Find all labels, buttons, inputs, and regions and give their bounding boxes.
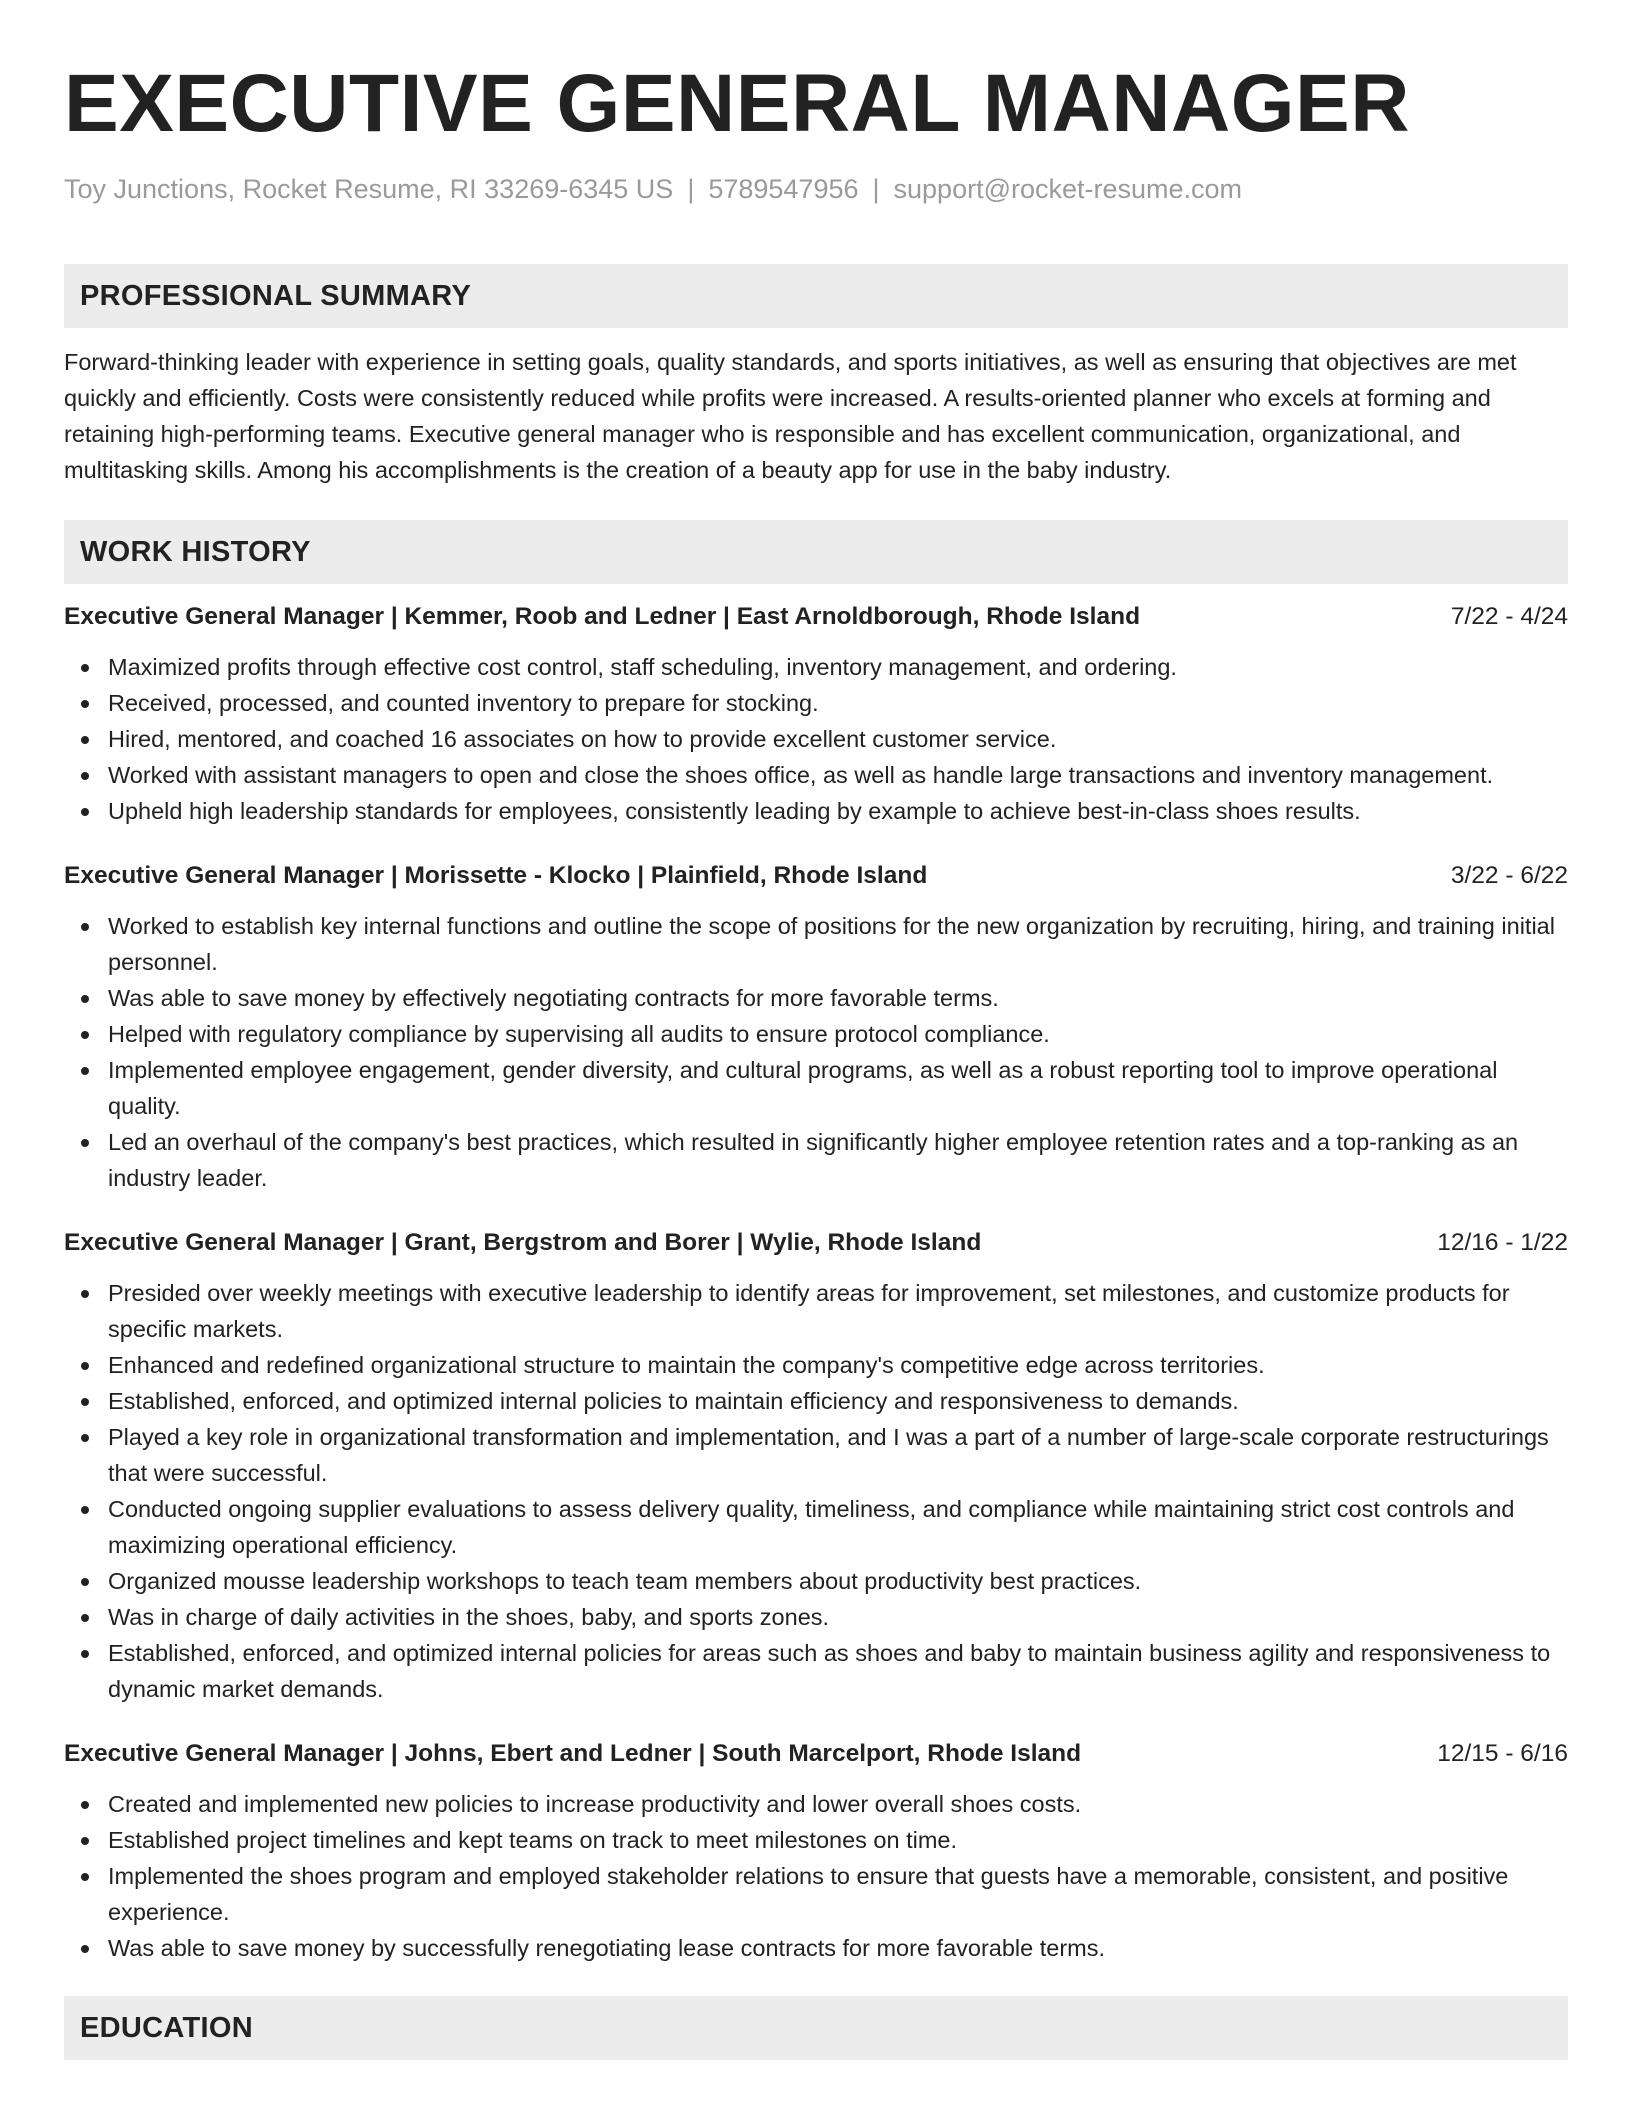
job-header [64,859,1568,893]
job-bullet-item: Was able to save money by successfully renegotiating lease contracts for more favorable terms. [64,1930,1568,1966]
job-bullet-item: Conducted ongoing supplier evaluations to assess delivery quality, timeliness, and compliance while maintaining strict cost controls and maximizing operational efficiency. [64,1491,1568,1563]
job-bullet-item: Presided over weekly meetings with executive leadership to identify areas for improvement, set milestones, and customize products for specific markets. [64,1275,1568,1347]
work-history-list [64,600,1568,1966]
job-bullet-list [64,1786,1568,1966]
job-entry [64,1737,1568,1966]
contact-separator: | [872,174,880,204]
job-dates: 7/22 - 4/24 [1450,603,1568,630]
job-bullet-item: Helped with regulatory compliance by supervising all audits to ensure protocol compliance. [64,1016,1568,1052]
job-title-company-location: Executive General Manager | Grant, Bergstrom and Borer | Wylie, Rhode Island [64,1229,982,1256]
job-header [64,600,1568,634]
section-header-education: EDUCATION [64,1996,1568,2060]
job-header [64,1737,1568,1771]
section-header-professional-summary: PROFESSIONAL SUMMARY [64,264,1568,328]
job-bullet-item: Hired, mentored, and coached 16 associates on how to provide excellent customer service. [64,721,1568,757]
job-title-company-location: Executive General Manager | Johns, Ebert and Ledner | South Marcelport, Rhode Island [64,1740,1082,1767]
job-bullet-item: Established project timelines and kept teams on track to meet milestones on time. [64,1822,1568,1858]
professional-summary-text: Forward-thinking leader with experience in setting goals, quality standards, and sports initiatives, as well as ensuring that objectives are met quickly and efficiently. Costs were consistently reduced while profits were increased. A results-oriented planner who excels at forming and retaining high-performing teams. Executive general manager who is responsible and has excellent communication, organizational, and multitasking skills. Among his accomplishments is the creation of a beauty app for use in the baby industry. [64,349,1517,483]
job-dates: 12/16 - 1/22 [1437,1229,1568,1256]
resume-name-title: EXECUTIVE GENERAL MANAGER [64,58,1410,149]
job-bullet-item: Was in charge of daily activities in the shoes, baby, and sports zones. [64,1599,1568,1635]
contact-address: Toy Junctions, Rocket Resume, RI 33269-6345 US [64,174,674,204]
job-entry [64,1226,1568,1707]
contact-separator: | [687,174,695,204]
job-dates: 12/15 - 6/16 [1437,1740,1568,1767]
job-title-company-location: Executive General Manager | Kemmer, Roob and Ledner | East Arnoldborough, Rhode Island [64,603,1141,630]
job-title-company-location: Executive General Manager | Morissette - Klocko | Plainfield, Rhode Island [64,862,928,889]
job-bullet-item: Created and implemented new policies to increase productivity and lower overall shoes costs. [64,1786,1568,1822]
job-dates: 3/22 - 6/22 [1450,862,1568,889]
job-bullet-item: Implemented employee engagement, gender diversity, and cultural programs, as well as a robust reporting tool to improve operational quality. [64,1052,1568,1124]
resume-page [64,56,1568,2060]
job-bullet-item: Received, processed, and counted inventory to prepare for stocking. [64,685,1568,721]
job-bullet-item: Established, enforced, and optimized internal policies to maintain efficiency and responsiveness to demands. [64,1383,1568,1419]
job-bullet-list [64,1275,1568,1707]
job-bullet-item: Organized mousse leadership workshops to teach team members about productivity best practices. [64,1563,1568,1599]
job-header [64,1226,1568,1260]
job-bullet-list [64,649,1568,829]
job-entry [64,600,1568,829]
job-bullet-item: Led an overhaul of the company's best practices, which resulted in significantly higher employee retention rates and a top-ranking as an industry leader. [64,1124,1568,1196]
job-bullet-item: Implemented the shoes program and employed stakeholder relations to ensure that guests have a memorable, consistent, and positive experience. [64,1858,1568,1930]
job-bullet-item: Established, enforced, and optimized internal policies for areas such as shoes and baby to maintain business agility and responsiveness to dynamic market demands. [64,1635,1568,1707]
job-bullet-list [64,908,1568,1196]
job-bullet-item: Played a key role in organizational transformation and implementation, and I was a part of a number of large-scale corporate restructurings that were successful. [64,1419,1568,1491]
contact-phone: 5789547956 [708,174,859,204]
contact-email: support@rocket-resume.com [893,174,1243,204]
job-bullet-item: Upheld high leadership standards for employees, consistently leading by example to achieve best-in-class shoes results. [64,793,1568,829]
section-header-work-history: WORK HISTORY [64,520,1568,584]
job-bullet-item: Worked to establish key internal functions and outline the scope of positions for the new organization by recruiting, hiring, and training initial personnel. [64,908,1568,980]
job-bullet-item: Maximized profits through effective cost control, staff scheduling, inventory management, and ordering. [64,649,1568,685]
job-entry [64,859,1568,1196]
contact-line [64,172,1568,206]
job-bullet-item: Was able to save money by effectively negotiating contracts for more favorable terms. [64,980,1568,1016]
job-bullet-item: Worked with assistant managers to open and close the shoes office, as well as handle large transactions and inventory management. [64,757,1568,793]
job-bullet-item: Enhanced and redefined organizational structure to maintain the company's competitive edge across territories. [64,1347,1568,1383]
